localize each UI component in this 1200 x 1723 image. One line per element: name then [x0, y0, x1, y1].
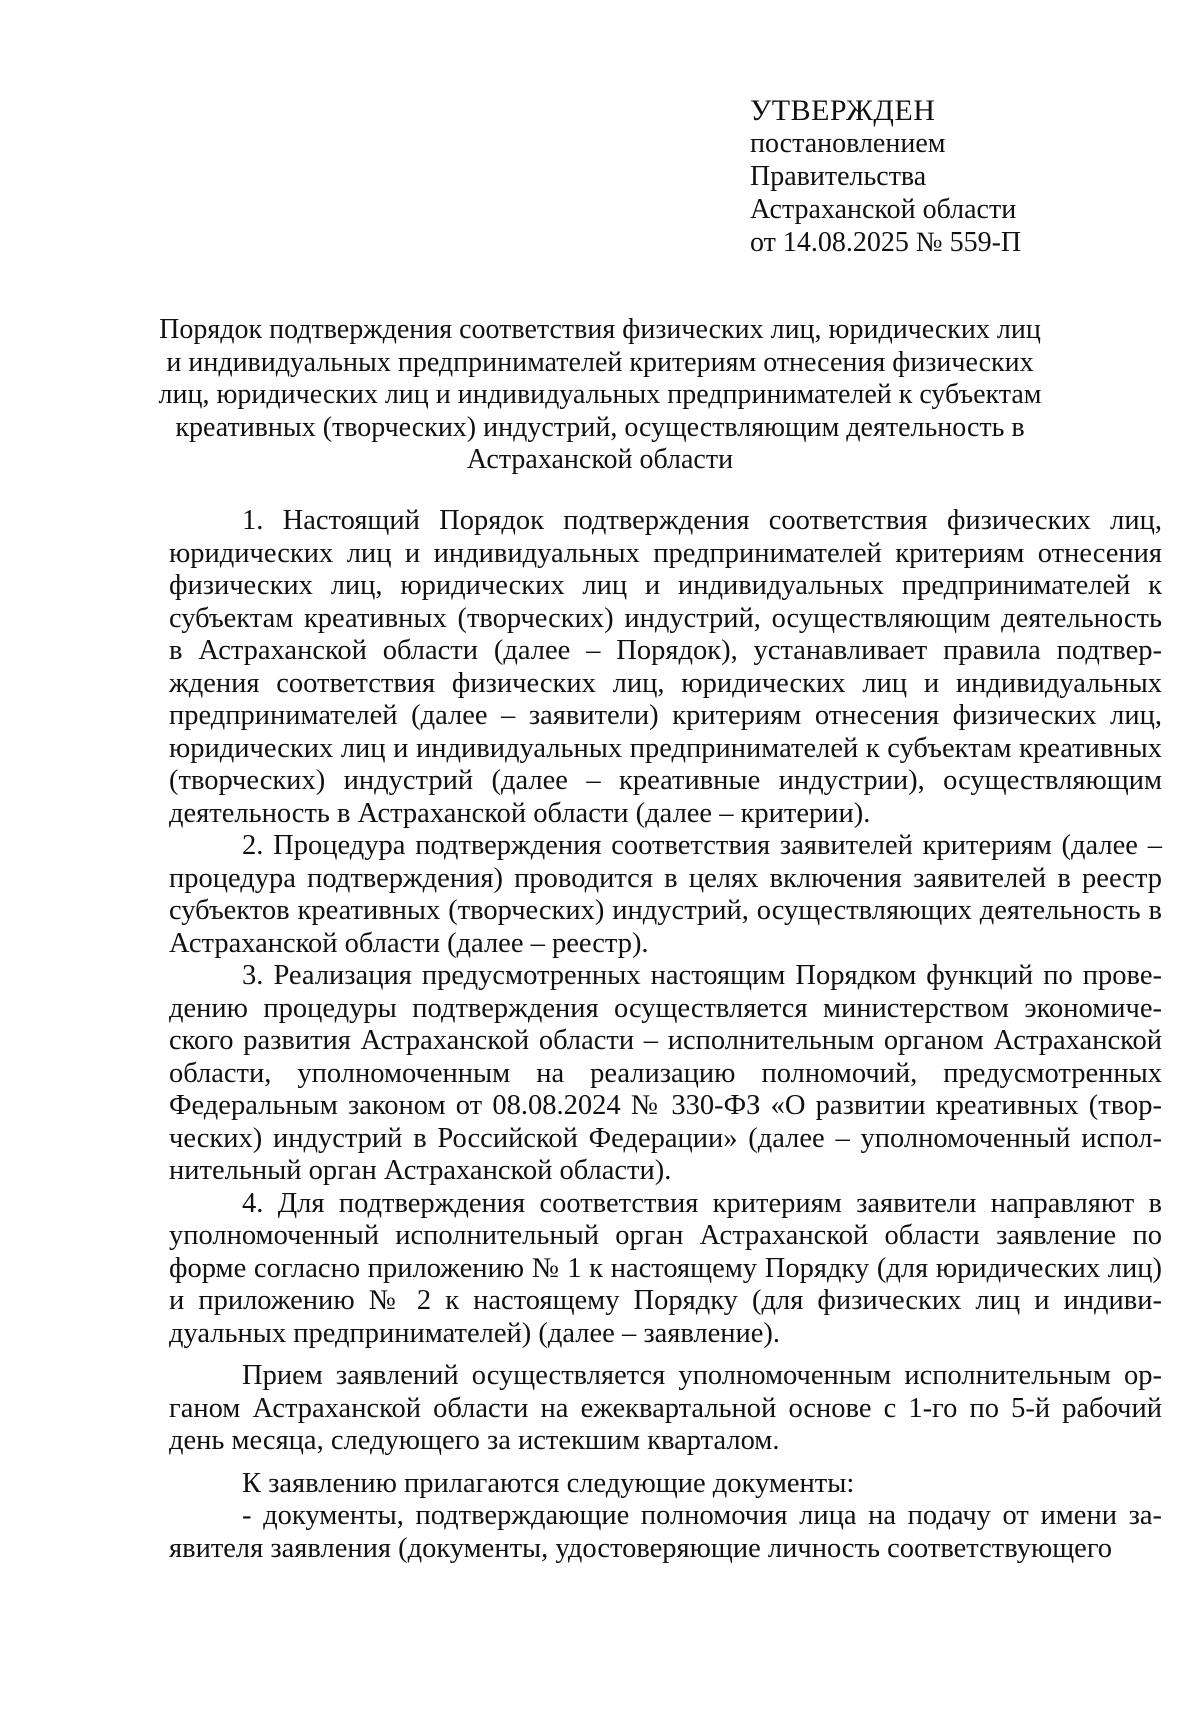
approval-date-number: от 14.08.2025 № 559-П [750, 227, 1022, 258]
document-body [169, 505, 1162, 1565]
approval-line-1: постановлением [750, 128, 946, 159]
approval-block [750, 94, 1021, 259]
paragraph-5: Прием заявлений осуществляется уполномоченным исполнительным органом Астраханской области на ежеквартальной основе с 1-го по 5-й рабочий день месяца, следующего за истекшим кварталом. [169, 1360, 1162, 1456]
document-title: Порядок подтверждения соответствия физических лиц, юридических лиц и индивидуальных предпринимателей критериям отнесения физических лиц, юридических лиц и индивидуальных предпринимателей к субъектам креативных (творческих) индустрий, осуществляющим деятельность в Астраханской области [158, 314, 1042, 475]
paragraph-1: 1. Настоящий Порядок подтверждения соответствия физических лиц, юридических лиц и индивидуальных предпринимателей критериям отнесения физических лиц, юридических лиц и индивидуальных предпринимателей к субъектам креативных (творческих) индустрий, осуществляющим деятельность в Астраханской области (далее – Порядок), устанавливает правила подтверждения соответствия физических лиц, юридических лиц и индивидуальных предпринимателей (далее – заявители) критериям отнесения физических лиц, юридических лиц и индивидуальных предпринимателей к субъектам креативных (творческих) индустрий (далее – креативные индустрии), осуществляющим деятельность в Астраханской области (далее – критерии). [169, 505, 1162, 829]
paragraph-4: 4. Для подтверждения соответствия критериям заявители направляют в уполномоченный исполнительный орган Астраханской области заявление по форме согласно приложению № 1 к настоящему Порядку (для юридических лиц) и приложению № 2 к настоящему Порядку (для физических лиц и индивидуальных предпринимателей) (далее – заявление). [169, 1187, 1162, 1349]
paragraph-7: - документы, подтверждающие полномочия лица на подачу от имени заявителя заявления (документы, удостоверяющие личность соответствующего [169, 1500, 1162, 1564]
approval-line-2: Правительства [750, 161, 927, 192]
approval-status: УТВЕРЖДЕН [750, 94, 936, 127]
paragraph-2: 2. Процедура подтверждения соответствия заявителей критериям (далее – процедура подтверждения) проводится в целях включения заявителей в реестр субъектов креативных (творческих) индустрий, осуществляющих деятельность в Астраханской области (далее – реестр). [169, 830, 1162, 959]
paragraph-3: 3. Реализация предусмотренных настоящим Порядком функций по проведению процедуры подтверждения осуществляется министерством экономического развития Астраханской области – исполнительным органом Астраханской области, уполномоченным на реализацию полномочий, предусмотренных Федеральным законом от 08.08.2024 № 330-ФЗ «О развитии креативных (творческих) индустрий в Российской Федерации» (далее – уполномоченный исполнительный орган Астраханской области). [169, 960, 1162, 1186]
paragraph-6: К заявлению прилагаются следующие документы: [242, 1467, 855, 1499]
approval-line-3: Астраханской области [750, 194, 1017, 225]
